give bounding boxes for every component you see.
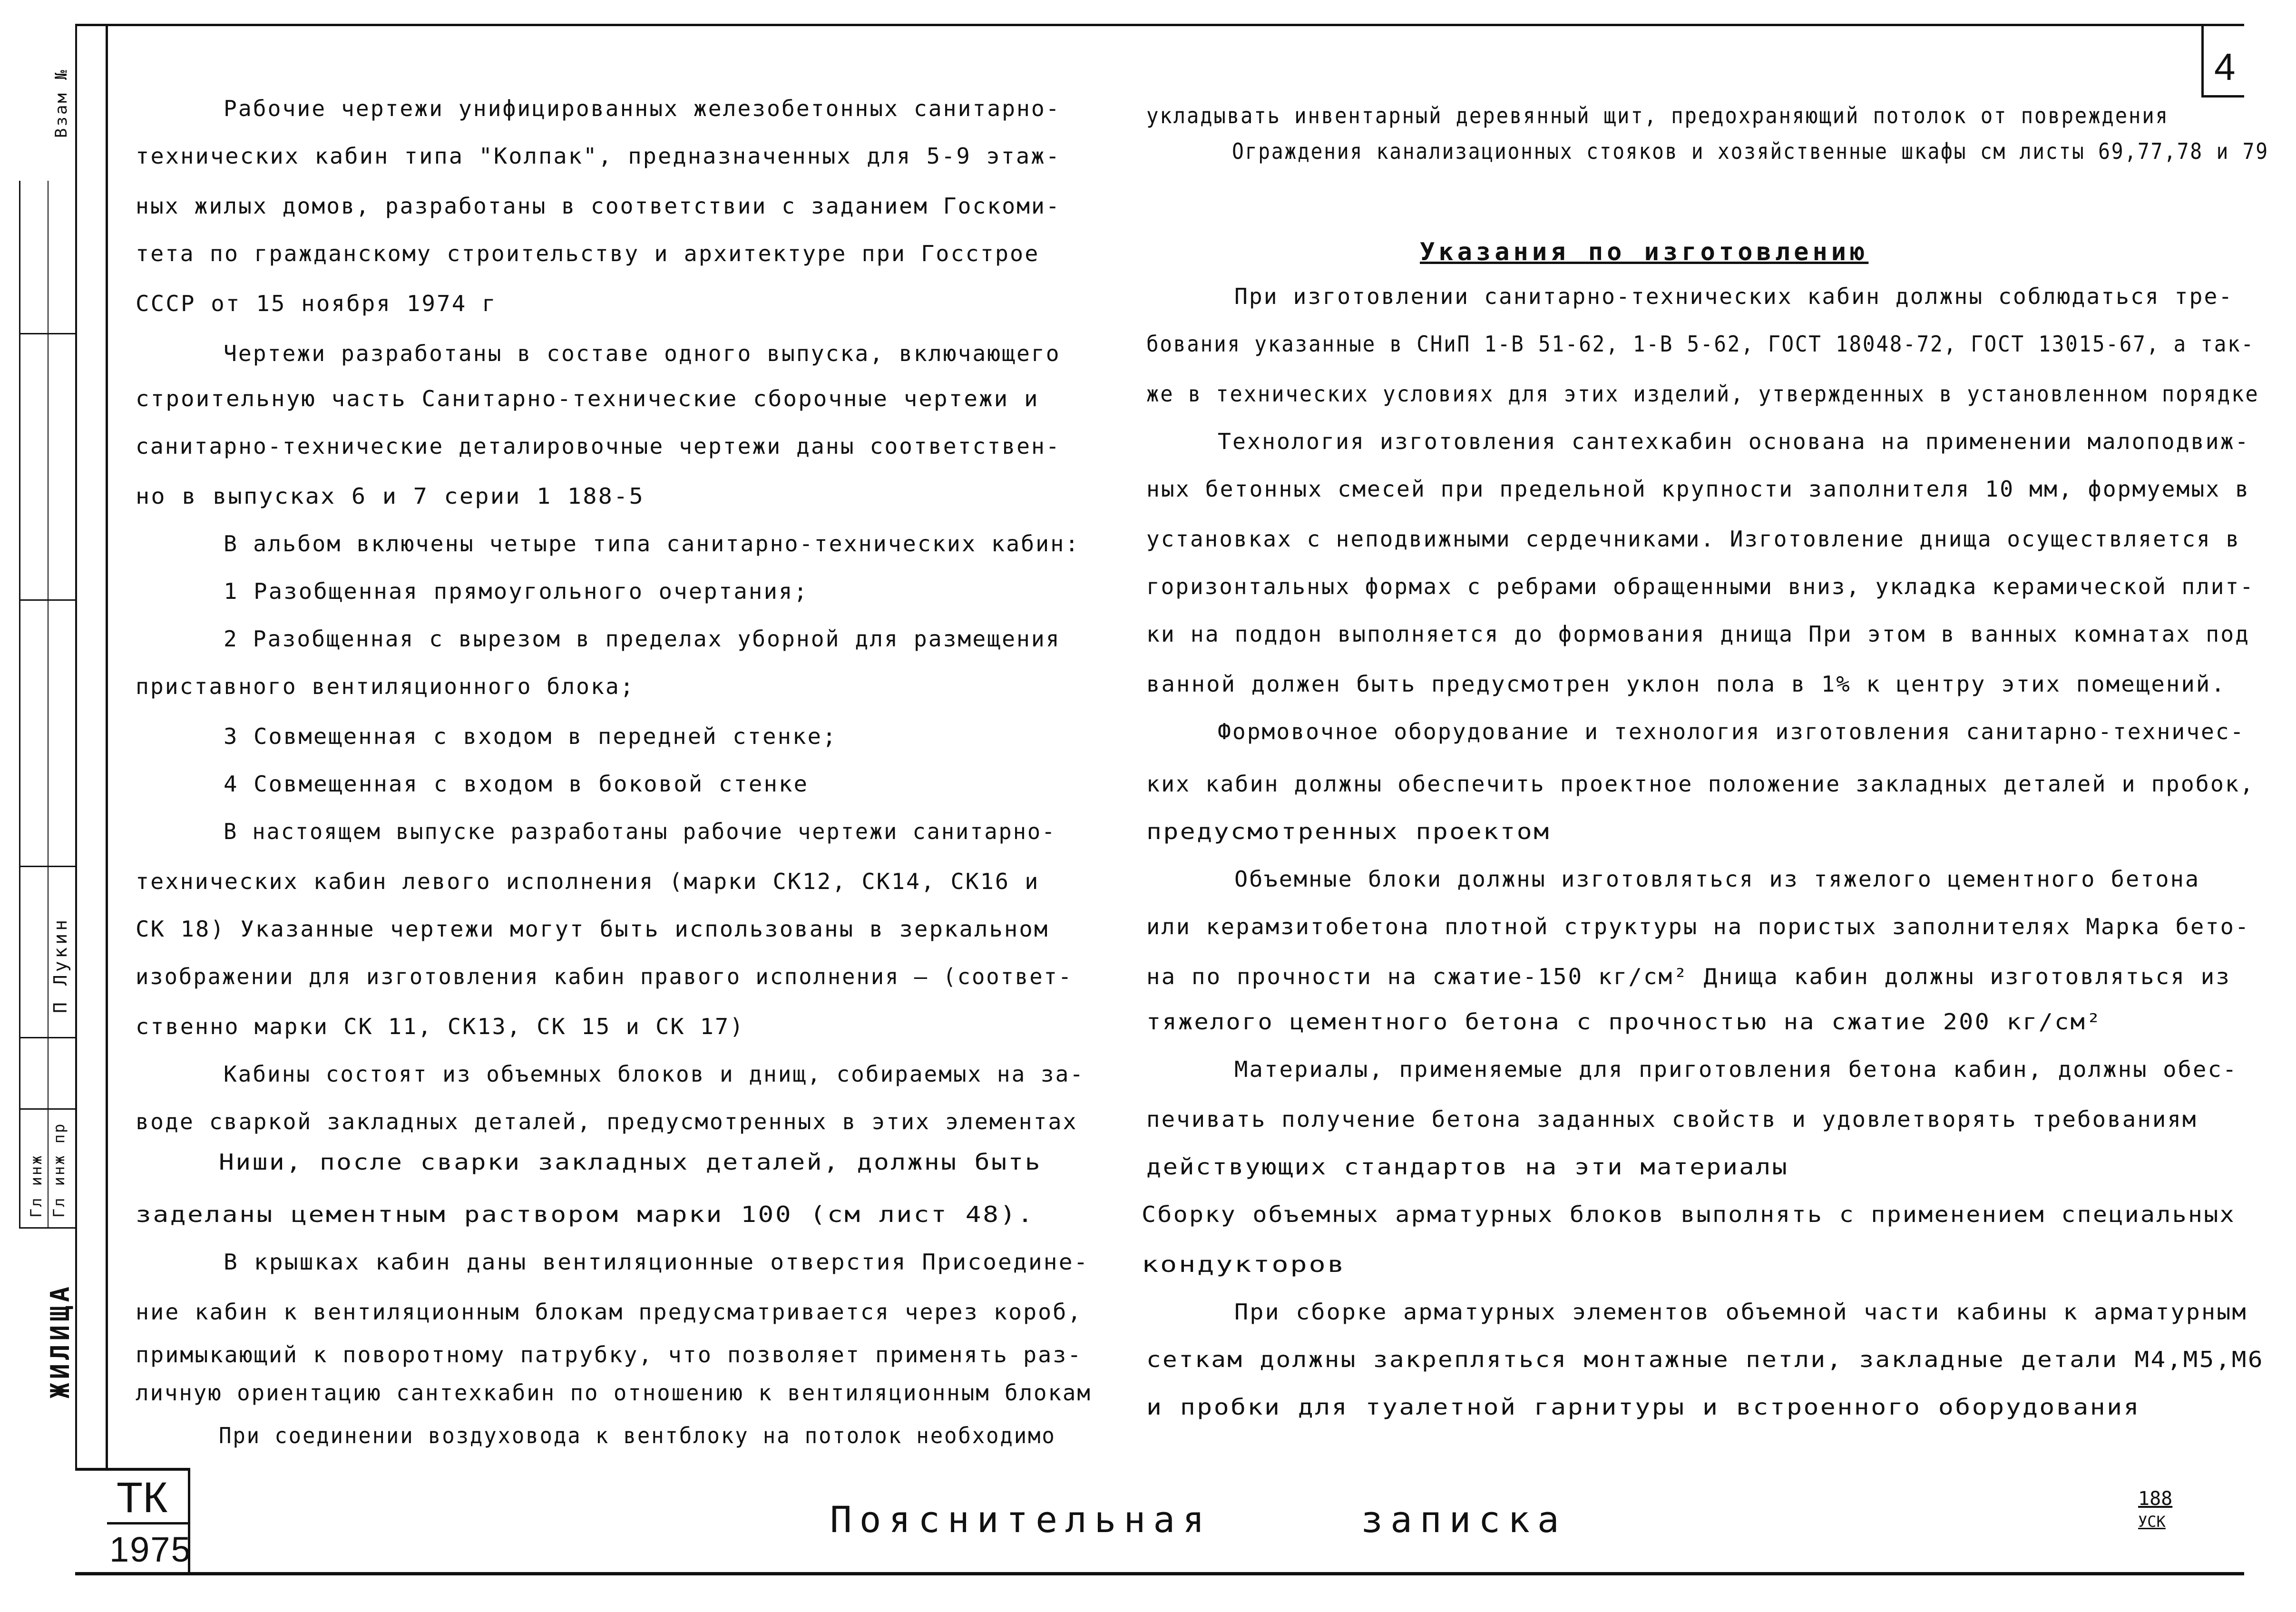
text-line: тяжелого цементного бетона с прочностью на сжатие 200 кг/см² — [1146, 1009, 2102, 1035]
text-line: технических кабин типа "Колпак", предназначенных для 5-9 этаж- — [136, 143, 1061, 169]
text-line: Рабочие чертежи унифицированных железобетонных санитарно- — [224, 96, 1061, 121]
text-line: ственно марки СК 11, СК13, СК 15 и СК 17) — [136, 1014, 745, 1039]
text-line: печивать получение бетона заданных свойств и удовлетворять требованиям — [1146, 1106, 2198, 1132]
text-line: СК 18) Указанные чертежи могут быть использованы в зеркальном — [136, 916, 1049, 942]
text-line: бования указанные в СНиП 1-В 51-62, 1-В 5-62, ГОСТ 18048-72, ГОСТ 13015-67, а так- — [1146, 331, 2255, 357]
title-word-2: записка — [1361, 1498, 1567, 1541]
tk-label: ТК — [117, 1474, 168, 1522]
text-line: 3 Совмещенная с входом в передней стенке; — [224, 723, 838, 749]
text-line: и пробки для туалетной гарнитуры и встроенного оборудования — [1146, 1394, 2140, 1420]
document-title — [830, 1498, 1567, 1541]
text-line: воде сваркой закладных деталей, предусмотренных в этих элементах — [136, 1109, 1078, 1134]
year-label: 1975 — [109, 1530, 192, 1569]
section-heading: Указания по изготовлению — [1420, 238, 1869, 266]
text-line: изображении для изготовления кабин правого исполнения – (соответ- — [136, 964, 1073, 989]
text-line: примыкающий к поворотному патрубку, что позволяет применять раз- — [136, 1342, 1083, 1368]
text-line: личную ориентацию сантехкабин по отношению к вентиляционным блокам — [136, 1380, 1092, 1406]
text-line: укладывать инвентарный деревянный щит, предохраняющий потолок от повреждения — [1146, 103, 2169, 128]
text-line: же в технических условиях для этих изделий, утвержденных в установленном порядке — [1146, 381, 2259, 407]
text-line: ки на поддон выполняется до формования днища При этом в ванных комнатах под — [1146, 621, 2250, 647]
text-line: заделаны цементным раствором марки 100 (см лист 48). — [136, 1202, 1035, 1227]
series-code-bottom: УСК — [2138, 1513, 2166, 1531]
text-line: ных бетонных смесей при предельной крупности заполнителя 10 мм, формуемых в — [1146, 476, 2250, 502]
title-word-1: Пояснительная — [830, 1498, 1212, 1541]
series-code-top: 188 — [2138, 1488, 2173, 1510]
text-line: При соединении воздуховода к вентблоку на потолок необходимо — [219, 1423, 1056, 1448]
text-line: Сборку объемных арматурных блоков выполнять с применением специальных — [1142, 1202, 2236, 1227]
stamp-gl-ing: Гл инж — [27, 1154, 45, 1218]
page-number: 4 — [2214, 46, 2236, 88]
text-line: кондукторов — [1142, 1251, 1346, 1277]
text-line: на по прочности на сжатие-150 кг/см² Днища кабин должны изготовляться из — [1146, 964, 2231, 989]
text-line: или керамзитобетона плотной структуры на пористых заполнителях Марка бето- — [1146, 914, 2250, 939]
text-line: Ограждения канализационных стояков и хозяйственные шкафы см листы 69,77,78 и 79 — [1232, 138, 2269, 164]
frame-top-border — [75, 24, 2244, 26]
text-line: При сборке арматурных элементов объемной части кабины к арматурным — [1234, 1299, 2247, 1325]
stamp-lukin-label: П Лукин — [50, 917, 71, 1013]
side-stamp — [0, 0, 105, 1470]
text-line: При изготовлении санитарно-технических кабин должны соблюдаться тре- — [1234, 283, 2234, 309]
text-line: приставного вентиляционного блока; — [136, 674, 635, 699]
stamp-gl-ing-pr: Гл инж пр — [50, 1122, 68, 1218]
text-line: установках с неподвижными сердечниками. Изготовление днища осуществляется в — [1146, 526, 2241, 552]
text-line: ких кабин должны обеспечить проектное положение закладных деталей и пробок, — [1146, 771, 2255, 797]
text-line: Ниши, после сварки закладных деталей, должны быть — [219, 1149, 1042, 1175]
text-line: 4 Совмещенная с входом в боковой стенке — [224, 771, 809, 797]
text-line: Формовочное оборудование и технология изготовления санитарно-техничес- — [1218, 719, 2245, 744]
stamp-divider — [19, 181, 20, 1227]
stamp-vzam-label: Взам № — [52, 68, 71, 138]
text-line: предусмотренных проектом — [1146, 819, 1551, 844]
text-line: ных жилых домов, разработаны в соответствии с заданием Госкоми- — [136, 193, 1061, 219]
text-line: строительную часть Санитарно-технические сборочные чертежи и — [136, 386, 1039, 411]
text-line: В крышках кабин даны вентиляционные отверстия Присоедине- — [224, 1249, 1089, 1275]
text-line: СССР от 15 ноября 1974 г — [136, 291, 497, 316]
text-line: В настоящем выпуске разработаны рабочие чертежи санитарно- — [224, 819, 1056, 844]
stamp-zhilishcha: ЖИЛИЩА — [45, 1282, 75, 1398]
text-line: 1 Разобщенная прямоугольного очертания; — [224, 578, 809, 604]
text-line: Чертежи разработаны в составе одного выпуска, включающего — [224, 341, 1061, 366]
text-line: Кабины состоят из объемных блоков и днищ, собираемых на за- — [224, 1061, 1084, 1087]
text-line: В альбом включены четыре типа санитарно-технических кабин: — [224, 531, 1080, 557]
stamp-divider — [75, 24, 77, 1470]
text-line: 2 Разобщенная с вырезом в пределах уборной для размещения — [224, 626, 1061, 652]
text-line: ванной должен быть предусмотрен уклон пола в 1% к центру этих помещений. — [1146, 671, 2226, 697]
text-line: ние кабин к вентиляционным блокам предусматривается через короб, — [136, 1299, 1083, 1325]
stamp-divider — [19, 1227, 76, 1229]
stamp-divider — [48, 181, 49, 1227]
text-line: сеткам должны закрепляться монтажные петли, закладные детали М4,М5,М6 — [1146, 1347, 2264, 1372]
text-line: тета по гражданскому строительству и архитектуре при Госстрое — [136, 241, 1040, 266]
text-line: санитарно-технические деталировочные чертежи даны соответствен- — [136, 433, 1061, 459]
text-line: технических кабин левого исполнения (марки СК12, СК14, СК16 и — [136, 869, 1040, 894]
text-line: но в выпусках 6 и 7 серии 1 188-5 — [136, 483, 645, 509]
frame-left-border — [106, 24, 108, 1470]
text-line: горизонтальных формах с ребрами обращенными вниз, укладка керамической плит- — [1146, 574, 2255, 599]
text-line: действующих стандартов на эти материалы — [1146, 1154, 1789, 1180]
text-line: Объемные блоки должны изготовляться из тяжелого цементного бетона — [1234, 866, 2200, 892]
frame-bottom-border — [75, 1572, 2244, 1575]
text-line: Технология изготовления сантехкабин основана на применении малоподвиж- — [1218, 429, 2250, 454]
text-line: Материалы, применяемые для приготовления бетона кабин, должны обес- — [1234, 1056, 2238, 1082]
